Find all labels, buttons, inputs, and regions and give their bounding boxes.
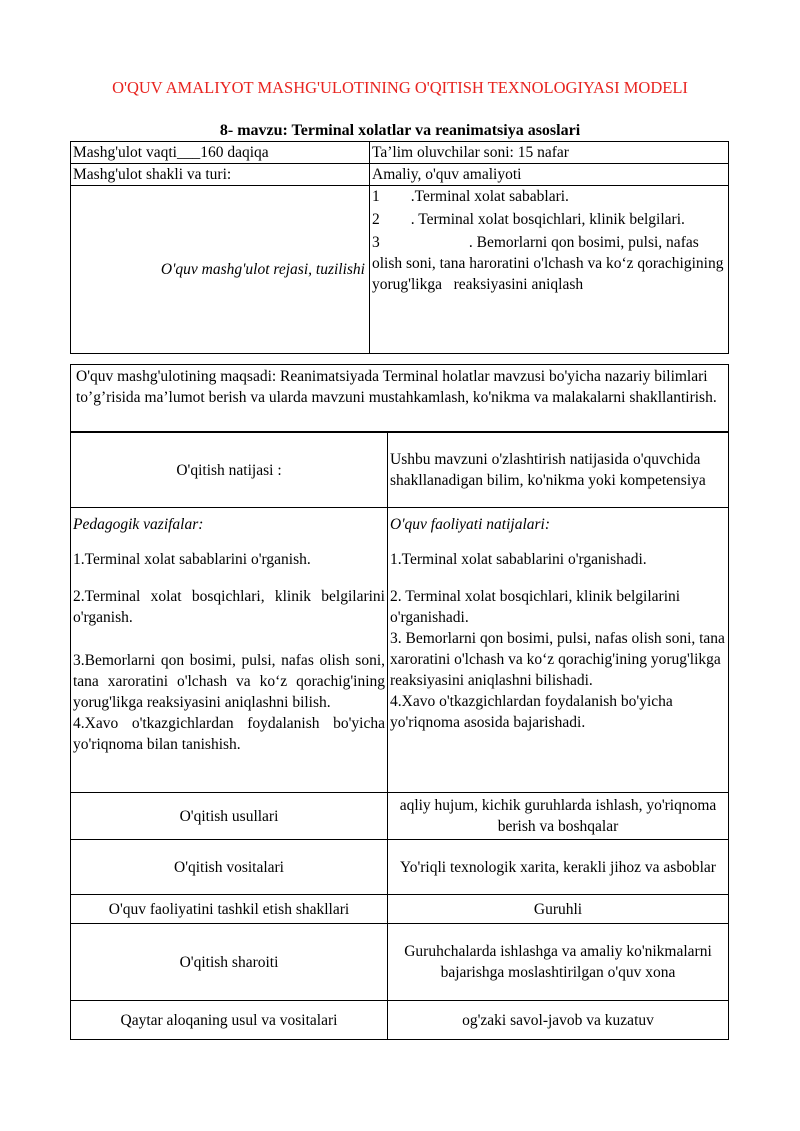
activity-results-heading: O'quv faoliyati natijalari:: [390, 516, 551, 533]
list-item: 2.Terminal xolat bosqichlari, klinik belgilarini o'rganish.: [73, 588, 385, 626]
forms-label-cell: O'quv faoliyatini tashkil etish shakllari: [71, 895, 388, 924]
lesson-goal: O'quv mashg'ulotining maqsadi: Reanimatsiyada Terminal holatlar mavzusi bo'yicha nazariy bilimlari to’g’risida ma’lumot berish va ularda mavzuni mustahkamlash, ko'nikma va malakalarni shakllantirish.: [70, 364, 729, 432]
time-cell: Mashg'ulot vaqti___160 daqiqa: [71, 142, 370, 164]
feedback-label-cell: Qaytar aloqaning usul va vositalari: [71, 1001, 388, 1040]
tools-label-cell: O'qitish vositalari: [71, 840, 388, 895]
plan-label-cell: [71, 186, 370, 354]
table-row: [71, 508, 729, 793]
table-row: [71, 164, 729, 186]
document-title: O'QUV AMALIYOT MASHG'ULOTINING O'QITISH TEXNOLOGIYASI MODELI: [112, 78, 688, 97]
results-value-cell: Ushbu mavzuni o'zlashtirish natijasida o'quvchida shakllanadigan bilim, ko'nikma yoki kompetensiya: [388, 433, 729, 508]
conditions-value-cell: Guruhchalarda ishlashga va amaliy ko'nikmalarni bajarishga moslashtirilgan o'quv xona: [388, 924, 729, 1001]
table-row: [71, 924, 729, 1001]
feedback-value-cell: og'zaki savol-javob va kuzatuv: [388, 1001, 729, 1040]
list-item: 1.Terminal xolat sabablarini o'rganishadi.: [390, 551, 647, 568]
table-row: [71, 142, 729, 164]
students-cell: Ta’lim oluvchilar soni: 15 nafar: [370, 142, 729, 164]
methods-value-cell: aqliy hujum, kichik guruhlarda ishlash, yo'riqnoma berish va boshqalar: [388, 793, 729, 840]
plan-item: 1 .Terminal xolat sabablari.: [372, 188, 569, 205]
plan-item: 3 . Bemorlarni qon bosimi, pulsi, nafas olish soni, tana haroratini o'lchash va ko‘z qorachigining yorug'likga reaksiyasini aniqlash: [372, 234, 782, 293]
table-row: [71, 1001, 729, 1040]
details-table: [70, 432, 729, 1040]
methods-label-cell: O'qitish usullari: [71, 793, 388, 840]
table-row: [71, 793, 729, 840]
info-table: [70, 141, 782, 354]
list-item: 4.Xavo o'tkazgichlardan foydalanish bo'yicha yo'riqnoma asosida bajarishadi.: [390, 693, 673, 731]
plan-label: O'quv mashg'ulot rejasi, tuzilishi: [160, 261, 365, 278]
table-row: [71, 895, 729, 924]
results-label-cell: O'qitish natijasi :: [71, 433, 388, 508]
list-item: 2. Terminal xolat bosqichlari, klinik belgilarini o'rganishadi.: [390, 588, 681, 626]
activity-results-cell: [388, 508, 729, 793]
plan-items-cell: [370, 186, 782, 354]
plan-item: 2 . Terminal xolat bosqichlari, klinik belgilari.: [372, 211, 685, 228]
pedagogical-tasks-heading: Pedagogik vazifalar:: [73, 516, 204, 533]
pedagogical-tasks-cell: [71, 508, 388, 793]
conditions-label-cell: O'qitish sharoiti: [71, 924, 388, 1001]
topic-subtitle: 8- mavzu: Terminal xolatlar va reanimatsiya asoslari: [219, 122, 581, 139]
list-item: 3. Bemorlarni qon bosimi, pulsi, nafas olish soni, tana xaroratini o'lchash va ko‘z qorachig'ining yorug'likga reaksiyasini aniqlashni bilishadi.: [390, 630, 725, 689]
table-row: [71, 433, 729, 508]
forms-value-cell: Guruhli: [388, 895, 729, 924]
tools-value-cell: Yo'riqli texnologik xarita, kerakli jihoz va asboblar: [388, 840, 729, 895]
table-row: [71, 840, 729, 895]
list-item: 1.Terminal xolat sabablarini o'rganish.: [73, 551, 311, 568]
list-item: 4.Xavo o'tkazgichlardan foydalanish bo'yicha yo'riqnoma bilan tanishish.: [73, 715, 385, 753]
table-row: [71, 186, 729, 354]
plan-list: [372, 186, 782, 353]
form-value-cell: Amaliy, o'quv amaliyoti: [370, 164, 729, 186]
list-item: 3.Bemorlarni qon bosimi, pulsi, nafas olish soni, tana xaroratini o'lchash va ko‘z qorachig'ining yorug'likga reaksiyasini aniqlashni bilish.: [73, 652, 385, 711]
form-label-cell: Mashg'ulot shakli va turi:: [71, 164, 370, 186]
